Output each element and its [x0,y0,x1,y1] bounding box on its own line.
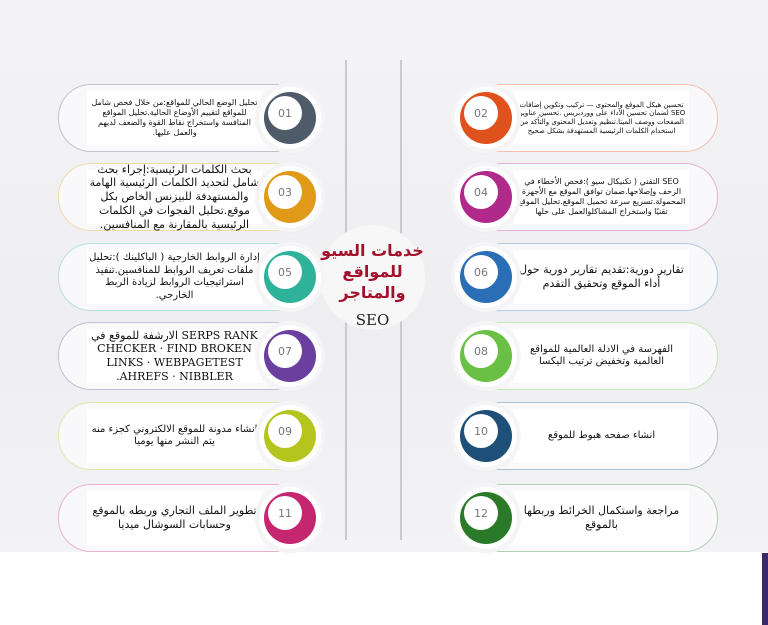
service-card-01 [58,84,308,152]
number-badge [259,487,321,549]
number-badge [455,246,517,308]
service-card-08 [468,322,718,390]
service-number: 03 [268,175,302,209]
service-card-03 [58,163,308,231]
service-text: الفهرسة في الادلة العالمية للمواقع العالمية وتخفيض ترتيب اليكسا [514,329,689,383]
service-number: 09 [268,414,302,448]
service-text: انشاء مدونة للموقع الالكتروني كجزء منه يتم النشر منها يوميا [87,409,262,463]
service-number: 12 [464,496,498,530]
number-badge [455,166,517,228]
accent-bar [762,553,768,625]
service-text: إدارة الروابط الخارجية ( الباكلينك ):تحليل ملفات تعريف الروابط للمنافسين.تنفيذ استراتيجيات الروابط لزيادة الربط الخارجي. [87,250,262,304]
service-number: 01 [268,96,302,130]
number-badge [259,405,321,467]
number-badge [259,166,321,228]
title-line-2: للمواقع والمتاجر [339,261,406,302]
service-card-02 [468,84,718,152]
service-card-11 [58,484,308,552]
service-text: تقارير دورية:تقديم تقارير دورية حول أداء الموقع وتحقيق التقدم [514,250,689,304]
number-badge [455,487,517,549]
service-card-04 [468,163,718,231]
service-number: 08 [464,334,498,368]
service-card-10 [468,402,718,470]
number-badge [455,87,517,149]
service-text: انشاء صفحه هبوط للموقع [514,409,689,463]
service-number: 02 [464,96,498,130]
title-line-1: خدمات السيو [321,241,424,260]
service-number: 06 [464,255,498,289]
center-title [320,225,425,330]
number-badge [259,325,321,387]
service-text: مراجعة واستكمال الخرائط وربطها بالموقع [514,491,689,545]
service-number: 07 [268,334,302,368]
number-badge [455,325,517,387]
seo-label: SEO [355,311,390,330]
service-card-09 [58,402,308,470]
number-badge [455,405,517,467]
service-text: بحث الكلمات الرئيسية:إجراء بحث شامل لتحديد الكلمات الرئيسية الهامة والمستهدفة للبيزنس الخاص بكل موقع.تحليل الفجوات في الكلمات الرئيسية بالمقارنة مع المنافسين. [87,170,262,224]
service-text: SEO التقني ( تكنيكال سيو ):فحص الأخطاء في الزحف وإصلاحها.ضمان توافق الموقع مع الأجهزة المحمولة.تسريع سرعة تحميل الموقع.تحليل الموقع تقنيًا واستخراج المشاكلوالعمل على حلها [514,170,689,224]
service-number: 04 [464,175,498,209]
service-number: 10 [464,414,498,448]
service-text: الارشفة للموقع في SERPS RANK CHECKER · FIND BROKEN LINKS · WEBPAGETEST .AHREFS · NIBBLER [87,329,262,383]
service-text: تحسين هيكل الموقع والمحتوى — تركيب وتكوين إضافات SEO لضمان تحسين الأداء على ووردبريس .تحسين عناوين الصفحات ووصف الميتا.تنظيم وتعديل المحتوى والتأكد من استخدام الكلمات الرئيسية المستهدفة بشكل صحيح [514,91,689,145]
service-number: 05 [268,255,302,289]
service-card-07 [58,322,308,390]
service-text: تحليل الوضع الحالي للمواقع:من خلال فحص شامل للمواقع لتقييم الأوضاع الحالية.تحليل المواقع المنافسة واستخراج نقاط القوة والضعف لديهم والعمل عليها. [87,91,262,145]
service-number: 11 [268,496,302,530]
number-badge [259,246,321,308]
number-badge [259,87,321,149]
service-card-06 [468,243,718,311]
service-card-12 [468,484,718,552]
service-text: تطوير الملف التجاري وربطه بالموقع وحسابات السوشال ميديا [87,491,262,545]
service-card-05 [58,243,308,311]
